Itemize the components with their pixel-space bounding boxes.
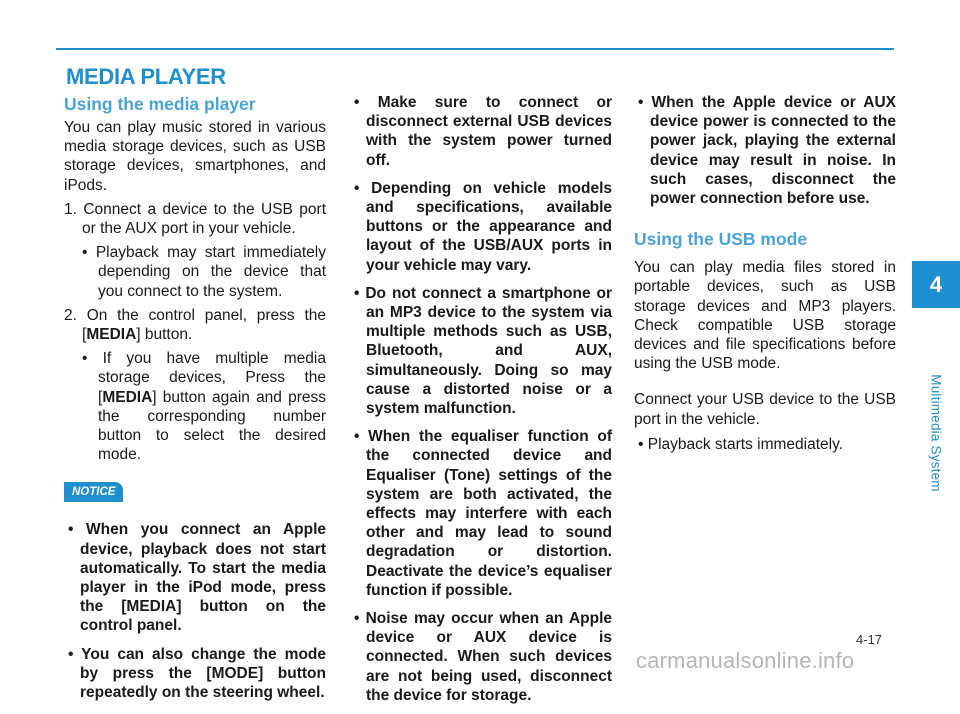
- notice-list-3: [634, 93, 896, 208]
- notice-item: • When you connect an Apple device, playback does not start automatically. To start the media player in the iPod mode, press the [MEDIA] button on the control panel.: [68, 521, 326, 635]
- usb-paragraph-1: You can play media files stored in portable devices, such as USB storage devices and MP3 players. Check compatible USB storage devices and file specifications before using the USB mode.: [634, 259, 896, 373]
- notice-item: • Depending on vehicle models and specifications, available buttons or the appearance and layout of the USB/AUX ports in your vehicle may vary.: [354, 179, 612, 274]
- step-1: 1. Connect a device to the USB port or the AUX port in your vehicle.: [64, 200, 326, 238]
- media-button-label: MEDIA: [86, 326, 137, 344]
- step-2-bullet: [64, 349, 326, 464]
- usb-bullet: • Playback starts immediately.: [638, 435, 843, 453]
- step-1-bullet: • Playback may start immediately depending on the device that you connect to the system.: [82, 244, 326, 300]
- notice-list-2: [350, 93, 612, 705]
- column-3: [634, 93, 896, 454]
- column-1: [64, 93, 326, 711]
- step-2-text-start: 2. On the control panel, press the [: [64, 306, 326, 344]
- notice-item: • Do not connect a smartphone or an MP3 device to the system via multiple methods such as USB, Bluetooth, and AUX, simultaneously. Doing so may cause a distorted noise or a system malfunction.: [354, 284, 612, 418]
- watermark: carmanualsonline.info: [636, 648, 855, 673]
- notice-badge: NOTICE: [64, 482, 123, 502]
- notice-item: • When the Apple device or AUX device power is connected to the power jack, playing the external device may result in noise. In such cases, disconnect the power connection before use.: [638, 94, 896, 208]
- intro-paragraph: You can play music stored in various media storage devices, such as USB storage devices, smartphones, and iPods.: [64, 119, 326, 194]
- notice-list-1: [64, 520, 326, 702]
- page-number: 4-17: [856, 632, 883, 647]
- step-2: [64, 306, 326, 344]
- step-2-bullet-start: • If you have multiple media storage devices, Press the [: [82, 350, 326, 406]
- heading-using-media-player: Using the media player: [64, 94, 256, 114]
- notice-item: • You can also change the mode by press the [MODE] button repeatedly on the steering wheel.: [68, 645, 326, 702]
- media-button-label-2: MEDIA: [102, 388, 153, 406]
- chapter-label: Multimedia System: [928, 374, 944, 492]
- header-rule: [56, 48, 894, 50]
- column-2: [350, 93, 612, 714]
- notice-item: • When the equaliser function of the connected device and Equaliser (Tone) settings of the system are both activated, the effects may interfere with each other and may lead to sound degradation or distortion. Deactivate the device’s equaliser function if possible.: [354, 428, 612, 599]
- heading-using-usb-mode: Using the USB mode: [634, 229, 808, 250]
- notice-item: • Noise may occur when an Apple device or AUX device is connected. When such devices are not being used, disconnect the device for storage.: [354, 610, 612, 704]
- section-title: MEDIA PLAYER: [66, 64, 226, 89]
- step-2-text-end: ] button.: [136, 326, 193, 344]
- usb-paragraph-2: Connect your USB device to the USB port in the vehicle.: [634, 391, 896, 428]
- step-2-bullet-end: ] button again and press the corresponding number button to select the desired mode.: [98, 388, 326, 464]
- paragraph-spacer: [634, 373, 896, 390]
- chapter-tab: 4: [912, 261, 960, 308]
- notice-item: • Make sure to connect or disconnect external USB devices with the system power turned off.: [354, 94, 612, 169]
